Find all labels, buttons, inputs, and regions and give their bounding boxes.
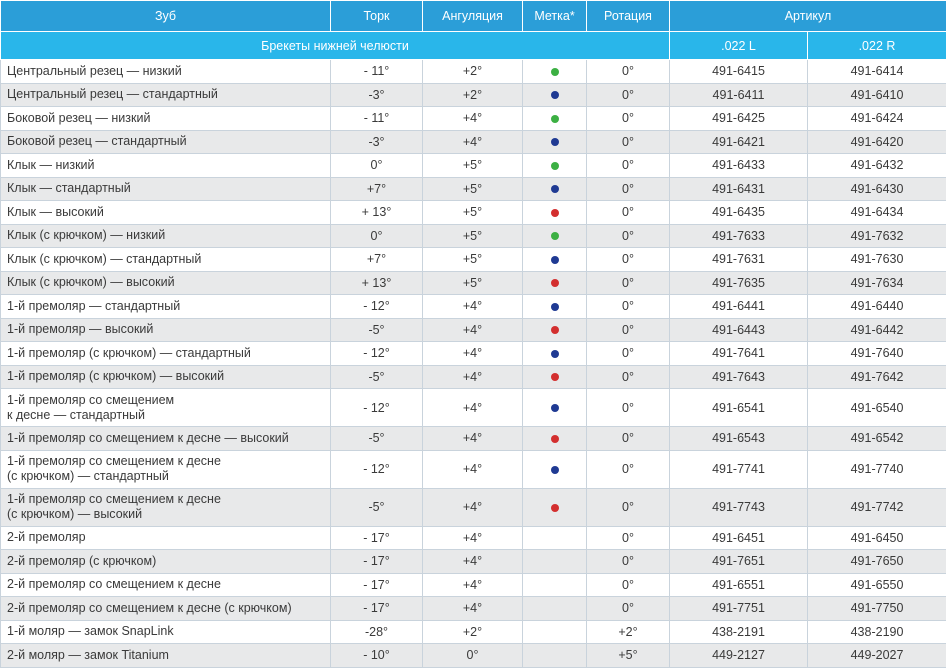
angulation-value: +5° xyxy=(423,271,523,295)
mark-cell xyxy=(523,573,587,597)
mark-cell xyxy=(523,644,587,668)
rotation-value: +5° xyxy=(587,644,670,668)
col-header-angulation: Ангуляция xyxy=(423,1,523,32)
angulation-value: +4° xyxy=(423,365,523,389)
rotation-value: 0° xyxy=(587,365,670,389)
tooth-name: 1-й премоляр — высокий xyxy=(1,318,331,342)
angulation-value: +2° xyxy=(423,83,523,107)
rotation-value: 0° xyxy=(587,573,670,597)
article-left: 491-6425 xyxy=(670,107,808,131)
torque-value: - 17° xyxy=(331,550,423,574)
rotation-value: 0° xyxy=(587,248,670,272)
table-row xyxy=(1,83,946,107)
red-dot-icon xyxy=(551,326,559,334)
torque-value: + 13° xyxy=(331,271,423,295)
torque-value: - 17° xyxy=(331,526,423,550)
tooth-name: 2-й премоляр (с крючком) xyxy=(1,550,331,574)
article-right: 491-7634 xyxy=(808,271,946,295)
rotation-value: 0° xyxy=(587,427,670,451)
tooth-name: Клык (с крючком) — стандартный xyxy=(1,248,331,272)
article-left: 491-7751 xyxy=(670,597,808,621)
tooth-name: 2-й премоляр со смещением к десне (с крючком) xyxy=(1,597,331,621)
blue-dot-icon xyxy=(551,404,559,412)
mark-cell xyxy=(523,201,587,225)
col-header-article: Артикул xyxy=(670,1,946,32)
red-dot-icon xyxy=(551,435,559,443)
blue-dot-icon xyxy=(551,138,559,146)
green-dot-icon xyxy=(551,115,559,123)
rotation-value: 0° xyxy=(587,389,670,427)
rotation-value: 0° xyxy=(587,318,670,342)
article-left: 491-6435 xyxy=(670,201,808,225)
article-left: 491-6443 xyxy=(670,318,808,342)
torque-value: -5° xyxy=(331,365,423,389)
mark-cell xyxy=(523,450,587,488)
rotation-value: 0° xyxy=(587,342,670,366)
red-dot-icon xyxy=(551,504,559,512)
rotation-value: 0° xyxy=(587,450,670,488)
header-row xyxy=(1,1,946,32)
rotation-value: 0° xyxy=(587,130,670,154)
mark-cell xyxy=(523,597,587,621)
tooth-name: Клык (с крючком) — низкий xyxy=(1,224,331,248)
subheader-row xyxy=(1,32,946,60)
tooth-name: 2-й моляр — замок Titanium xyxy=(1,644,331,668)
table-row xyxy=(1,224,946,248)
article-right: 491-6432 xyxy=(808,154,946,178)
angulation-value: +5° xyxy=(423,248,523,272)
article-right: 491-7740 xyxy=(808,450,946,488)
rotation-value: 0° xyxy=(587,488,670,526)
tooth-name: Центральный резец — стандартный xyxy=(1,83,331,107)
torque-value: +7° xyxy=(331,248,423,272)
table-row xyxy=(1,450,946,488)
angulation-value: +4° xyxy=(423,318,523,342)
table-row xyxy=(1,295,946,319)
blue-dot-icon xyxy=(551,466,559,474)
article-right: 491-7632 xyxy=(808,224,946,248)
mark-cell xyxy=(523,488,587,526)
article-right: 449-2027 xyxy=(808,644,946,668)
article-left: 491-6411 xyxy=(670,83,808,107)
article-left: 491-6433 xyxy=(670,154,808,178)
article-left: 491-6451 xyxy=(670,526,808,550)
article-right: 491-6440 xyxy=(808,295,946,319)
article-right: 491-7630 xyxy=(808,248,946,272)
tooth-name: 1-й премоляр со смещением к десне — высокий xyxy=(1,427,331,451)
article-left: 491-7641 xyxy=(670,342,808,366)
mark-cell xyxy=(523,248,587,272)
torque-value: -3° xyxy=(331,83,423,107)
col-header-mark: Метка* xyxy=(523,1,587,32)
article-left: 491-6415 xyxy=(670,60,808,84)
angulation-value: +4° xyxy=(423,342,523,366)
angulation-value: +4° xyxy=(423,389,523,427)
tooth-name: 1-й премоляр (с крючком) — стандартный xyxy=(1,342,331,366)
article-left: 491-7635 xyxy=(670,271,808,295)
article-left: 491-6551 xyxy=(670,573,808,597)
section-title: Брекеты нижней челюсти xyxy=(1,32,670,60)
rotation-value: 0° xyxy=(587,295,670,319)
article-right: 491-6430 xyxy=(808,177,946,201)
blue-dot-icon xyxy=(551,303,559,311)
torque-value: +7° xyxy=(331,177,423,201)
article-right: 491-7742 xyxy=(808,488,946,526)
article-left: 491-6441 xyxy=(670,295,808,319)
torque-value: - 12° xyxy=(331,342,423,366)
article-right: 491-6414 xyxy=(808,60,946,84)
rotation-value: 0° xyxy=(587,271,670,295)
tooth-name: Боковой резец — низкий xyxy=(1,107,331,131)
torque-value: -5° xyxy=(331,427,423,451)
blue-dot-icon xyxy=(551,91,559,99)
rotation-value: 0° xyxy=(587,154,670,178)
table-row xyxy=(1,60,946,84)
article-left: 491-7633 xyxy=(670,224,808,248)
article-left: 438-2191 xyxy=(670,620,808,644)
article-left: 491-6421 xyxy=(670,130,808,154)
rotation-value: 0° xyxy=(587,177,670,201)
table-row xyxy=(1,550,946,574)
article-left: 491-7743 xyxy=(670,488,808,526)
torque-value: -28° xyxy=(331,620,423,644)
rotation-value: 0° xyxy=(587,83,670,107)
tooth-name: Центральный резец — низкий xyxy=(1,60,331,84)
tooth-name: Клык — стандартный xyxy=(1,177,331,201)
table-row xyxy=(1,177,946,201)
table-row xyxy=(1,130,946,154)
table-row xyxy=(1,248,946,272)
torque-value: - 17° xyxy=(331,597,423,621)
red-dot-icon xyxy=(551,209,559,217)
tooth-name: 2-й премоляр со смещением к десне xyxy=(1,573,331,597)
angulation-value: +5° xyxy=(423,154,523,178)
table-body xyxy=(1,60,946,668)
article-left: 491-7741 xyxy=(670,450,808,488)
article-left: 449-2127 xyxy=(670,644,808,668)
rotation-value: 0° xyxy=(587,60,670,84)
tooth-name: 1-й премоляр со смещением к десне (с крючком) — стандартный xyxy=(1,450,331,488)
mark-cell xyxy=(523,427,587,451)
article-right: 491-7650 xyxy=(808,550,946,574)
table-row xyxy=(1,201,946,225)
red-dot-icon xyxy=(551,373,559,381)
blue-dot-icon xyxy=(551,185,559,193)
angulation-value: +2° xyxy=(423,620,523,644)
col-header-left: .022 L xyxy=(670,32,808,60)
article-right: 491-6420 xyxy=(808,130,946,154)
angulation-value: +4° xyxy=(423,450,523,488)
article-left: 491-7643 xyxy=(670,365,808,389)
torque-value: - 12° xyxy=(331,389,423,427)
angulation-value: +5° xyxy=(423,177,523,201)
article-right: 491-6550 xyxy=(808,573,946,597)
angulation-value: +4° xyxy=(423,573,523,597)
article-right: 438-2190 xyxy=(808,620,946,644)
table-row xyxy=(1,107,946,131)
mark-cell xyxy=(523,365,587,389)
tooth-name: 1-й премоляр (с крючком) — высокий xyxy=(1,365,331,389)
col-header-torque: Торк xyxy=(331,1,423,32)
angulation-value: +4° xyxy=(423,427,523,451)
article-left: 491-7631 xyxy=(670,248,808,272)
article-right: 491-6540 xyxy=(808,389,946,427)
rotation-value: 0° xyxy=(587,550,670,574)
torque-value: -5° xyxy=(331,488,423,526)
rotation-value: 0° xyxy=(587,224,670,248)
torque-value: + 13° xyxy=(331,201,423,225)
tooth-name: 1-й премоляр со смещением к десне (с крючком) — высокий xyxy=(1,488,331,526)
tooth-name: 2-й премоляр xyxy=(1,526,331,550)
table-row xyxy=(1,573,946,597)
mark-cell xyxy=(523,130,587,154)
mark-cell xyxy=(523,620,587,644)
rotation-value: +2° xyxy=(587,620,670,644)
angulation-value: +4° xyxy=(423,295,523,319)
torque-value: - 12° xyxy=(331,450,423,488)
table-row xyxy=(1,271,946,295)
angulation-value: +4° xyxy=(423,107,523,131)
table-row xyxy=(1,365,946,389)
table-row xyxy=(1,342,946,366)
tooth-name: 1-й моляр — замок SnapLink xyxy=(1,620,331,644)
rotation-value: 0° xyxy=(587,526,670,550)
rotation-value: 0° xyxy=(587,107,670,131)
mark-cell xyxy=(523,342,587,366)
torque-value: - 10° xyxy=(331,644,423,668)
table-row xyxy=(1,526,946,550)
torque-value: -5° xyxy=(331,318,423,342)
torque-value: - 11° xyxy=(331,107,423,131)
article-right: 491-7642 xyxy=(808,365,946,389)
angulation-value: +5° xyxy=(423,224,523,248)
green-dot-icon xyxy=(551,162,559,170)
article-left: 491-6431 xyxy=(670,177,808,201)
angulation-value: +5° xyxy=(423,201,523,225)
article-right: 491-6450 xyxy=(808,526,946,550)
mark-cell xyxy=(523,526,587,550)
mark-cell xyxy=(523,83,587,107)
mark-cell xyxy=(523,295,587,319)
article-right: 491-7640 xyxy=(808,342,946,366)
blue-dot-icon xyxy=(551,350,559,358)
tooth-name: Клык — высокий xyxy=(1,201,331,225)
tooth-name: Клык (с крючком) — высокий xyxy=(1,271,331,295)
table-row xyxy=(1,427,946,451)
torque-value: 0° xyxy=(331,154,423,178)
rotation-value: 0° xyxy=(587,201,670,225)
article-right: 491-6442 xyxy=(808,318,946,342)
article-right: 491-6434 xyxy=(808,201,946,225)
table-row xyxy=(1,488,946,526)
angulation-value: 0° xyxy=(423,644,523,668)
angulation-value: +2° xyxy=(423,60,523,84)
angulation-value: +4° xyxy=(423,488,523,526)
article-left: 491-7651 xyxy=(670,550,808,574)
mark-cell xyxy=(523,550,587,574)
rotation-value: 0° xyxy=(587,597,670,621)
article-left: 491-6541 xyxy=(670,389,808,427)
torque-value: - 12° xyxy=(331,295,423,319)
article-right: 491-6424 xyxy=(808,107,946,131)
table-row xyxy=(1,389,946,427)
table-row xyxy=(1,644,946,668)
angulation-value: +4° xyxy=(423,526,523,550)
mark-cell xyxy=(523,177,587,201)
torque-value: 0° xyxy=(331,224,423,248)
angulation-value: +4° xyxy=(423,550,523,574)
table-row xyxy=(1,154,946,178)
mark-cell xyxy=(523,107,587,131)
angulation-value: +4° xyxy=(423,597,523,621)
article-right: 491-6410 xyxy=(808,83,946,107)
blue-dot-icon xyxy=(551,256,559,264)
table-row xyxy=(1,620,946,644)
article-right: 491-7750 xyxy=(808,597,946,621)
green-dot-icon xyxy=(551,68,559,76)
col-header-tooth: Зуб xyxy=(1,1,331,32)
article-left: 491-6543 xyxy=(670,427,808,451)
torque-value: - 17° xyxy=(331,573,423,597)
table-row xyxy=(1,597,946,621)
mark-cell xyxy=(523,318,587,342)
col-header-rotation: Ротация xyxy=(587,1,670,32)
torque-value: - 11° xyxy=(331,60,423,84)
mark-cell xyxy=(523,271,587,295)
tooth-name: Боковой резец — стандартный xyxy=(1,130,331,154)
mark-cell xyxy=(523,60,587,84)
mark-cell xyxy=(523,389,587,427)
table-row xyxy=(1,318,946,342)
torque-value: -3° xyxy=(331,130,423,154)
col-header-right: .022 R xyxy=(808,32,946,60)
tooth-name: Клык — низкий xyxy=(1,154,331,178)
green-dot-icon xyxy=(551,232,559,240)
tooth-name: 1-й премоляр со смещением к десне — стандартный xyxy=(1,389,331,427)
red-dot-icon xyxy=(551,279,559,287)
mark-cell xyxy=(523,224,587,248)
angulation-value: +4° xyxy=(423,130,523,154)
article-right: 491-6542 xyxy=(808,427,946,451)
mark-cell xyxy=(523,154,587,178)
tooth-name: 1-й премоляр — стандартный xyxy=(1,295,331,319)
